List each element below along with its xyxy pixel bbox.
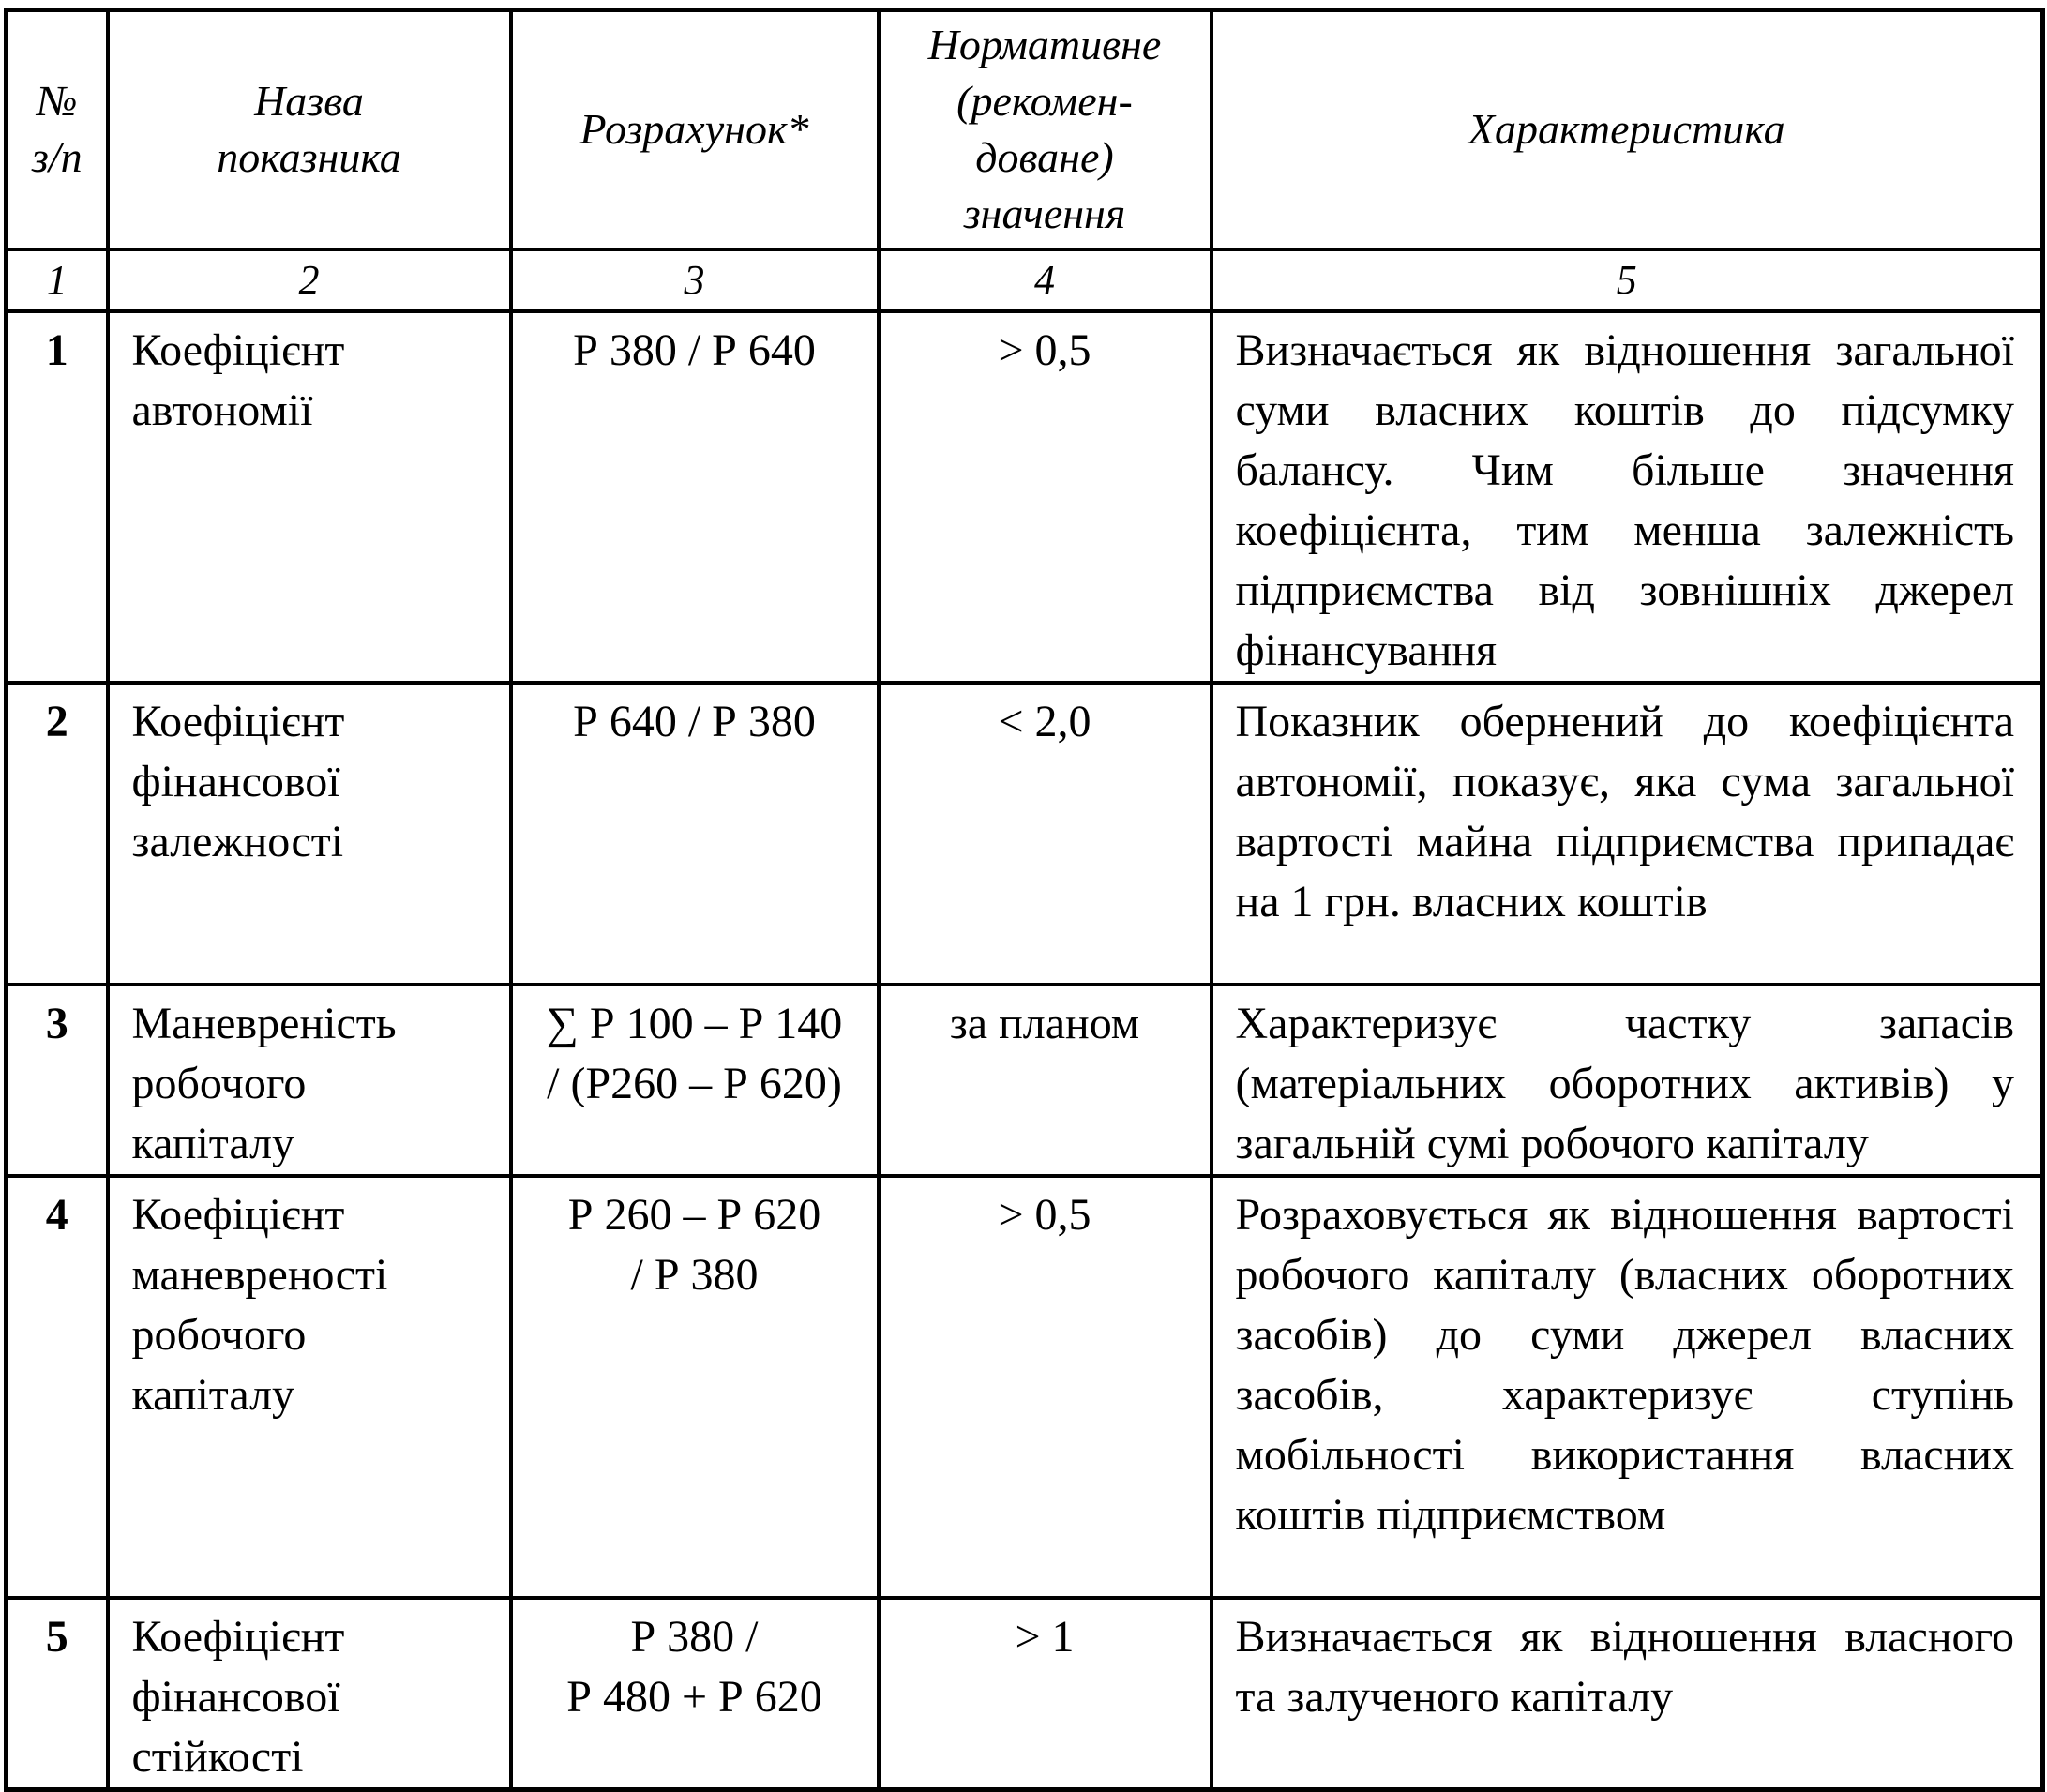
indicator-name-cell: Коефіцієнт маневреності робочого капіталу bbox=[108, 1176, 511, 1598]
characteristic-cell: Визначається як відношення загальної суми власних коштів до підсумку балансу. Чим більше значення коефіцієнта, тим менша залежність підприємства від зовнішніх джерел фінансування bbox=[1212, 311, 2043, 683]
table-row bbox=[7, 1598, 2043, 1790]
indicators-table bbox=[4, 8, 2045, 1792]
calculation-cell: Р 260 – Р 620 / Р 380 bbox=[511, 1176, 879, 1598]
indicator-name-cell: Маневреність робочого капіталу bbox=[108, 985, 511, 1176]
table-row bbox=[7, 683, 2043, 985]
row-number-cell: 3 bbox=[7, 985, 108, 1176]
row-number-cell: 1 bbox=[7, 311, 108, 683]
calculation-cell: Р 380 / Р 480 + Р 620 bbox=[511, 1598, 879, 1790]
characteristic-cell: Характеризує частку запасів (матеріальних оборотних активів) у загальній сумі робочого капіталу bbox=[1212, 985, 2043, 1176]
table-row bbox=[7, 311, 2043, 683]
row-number-cell: 5 bbox=[7, 1598, 108, 1790]
column-number-row bbox=[7, 249, 2043, 311]
indicator-name-cell: Коефіцієнт автономії bbox=[108, 311, 511, 683]
table-row bbox=[7, 1176, 2043, 1598]
normative-value-cell: > 0,5 bbox=[879, 311, 1212, 683]
calculation-cell: ∑ Р 100 – Р 140 / (Р260 – Р 620) bbox=[511, 985, 879, 1176]
normative-value-cell: > 1 bbox=[879, 1598, 1212, 1790]
header-cell-calculation: Розрахунок* bbox=[511, 10, 879, 249]
normative-value-cell: < 2,0 bbox=[879, 683, 1212, 985]
calculation-cell: Р 380 / Р 640 bbox=[511, 311, 879, 683]
table-row bbox=[7, 985, 2043, 1176]
characteristic-cell: Розраховується як відношення вартості робочого капіталу (власних оборотних засобів) до суми джерел власних засобів, характеризує ступінь мобільності використання власних коштів підприємством bbox=[1212, 1176, 2043, 1598]
characteristic-cell: Показник обернений до коефіцієнта автономії, показує, яка сума загальної вартості майна підприємства припадає на 1 грн. власних коштів bbox=[1212, 683, 2043, 985]
header-cell-normative-value: Нормативне (рекомен- доване) значення bbox=[879, 10, 1212, 249]
calculation-cell: Р 640 / Р 380 bbox=[511, 683, 879, 985]
header-row bbox=[7, 10, 2043, 249]
column-number-cell: 1 bbox=[7, 249, 108, 311]
characteristic-cell: Визначається як відношення власного та залученого капіталу bbox=[1212, 1598, 2043, 1790]
header-cell-name: Назва показника bbox=[108, 10, 511, 249]
indicator-name-cell: Коефіцієнт фінансової залежності bbox=[108, 683, 511, 985]
header-cell-characteristic: Характеристика bbox=[1212, 10, 2043, 249]
indicator-name-cell: Коефіцієнт фінансової стійкості bbox=[108, 1598, 511, 1790]
row-number-cell: 4 bbox=[7, 1176, 108, 1598]
column-number-cell: 3 bbox=[511, 249, 879, 311]
column-number-cell: 2 bbox=[108, 249, 511, 311]
normative-value-cell: за планом bbox=[879, 985, 1212, 1176]
row-number-cell: 2 bbox=[7, 683, 108, 985]
column-number-cell: 5 bbox=[1212, 249, 2043, 311]
normative-value-cell: > 0,5 bbox=[879, 1176, 1212, 1598]
column-number-cell: 4 bbox=[879, 249, 1212, 311]
header-cell-number: № з/п bbox=[7, 10, 108, 249]
